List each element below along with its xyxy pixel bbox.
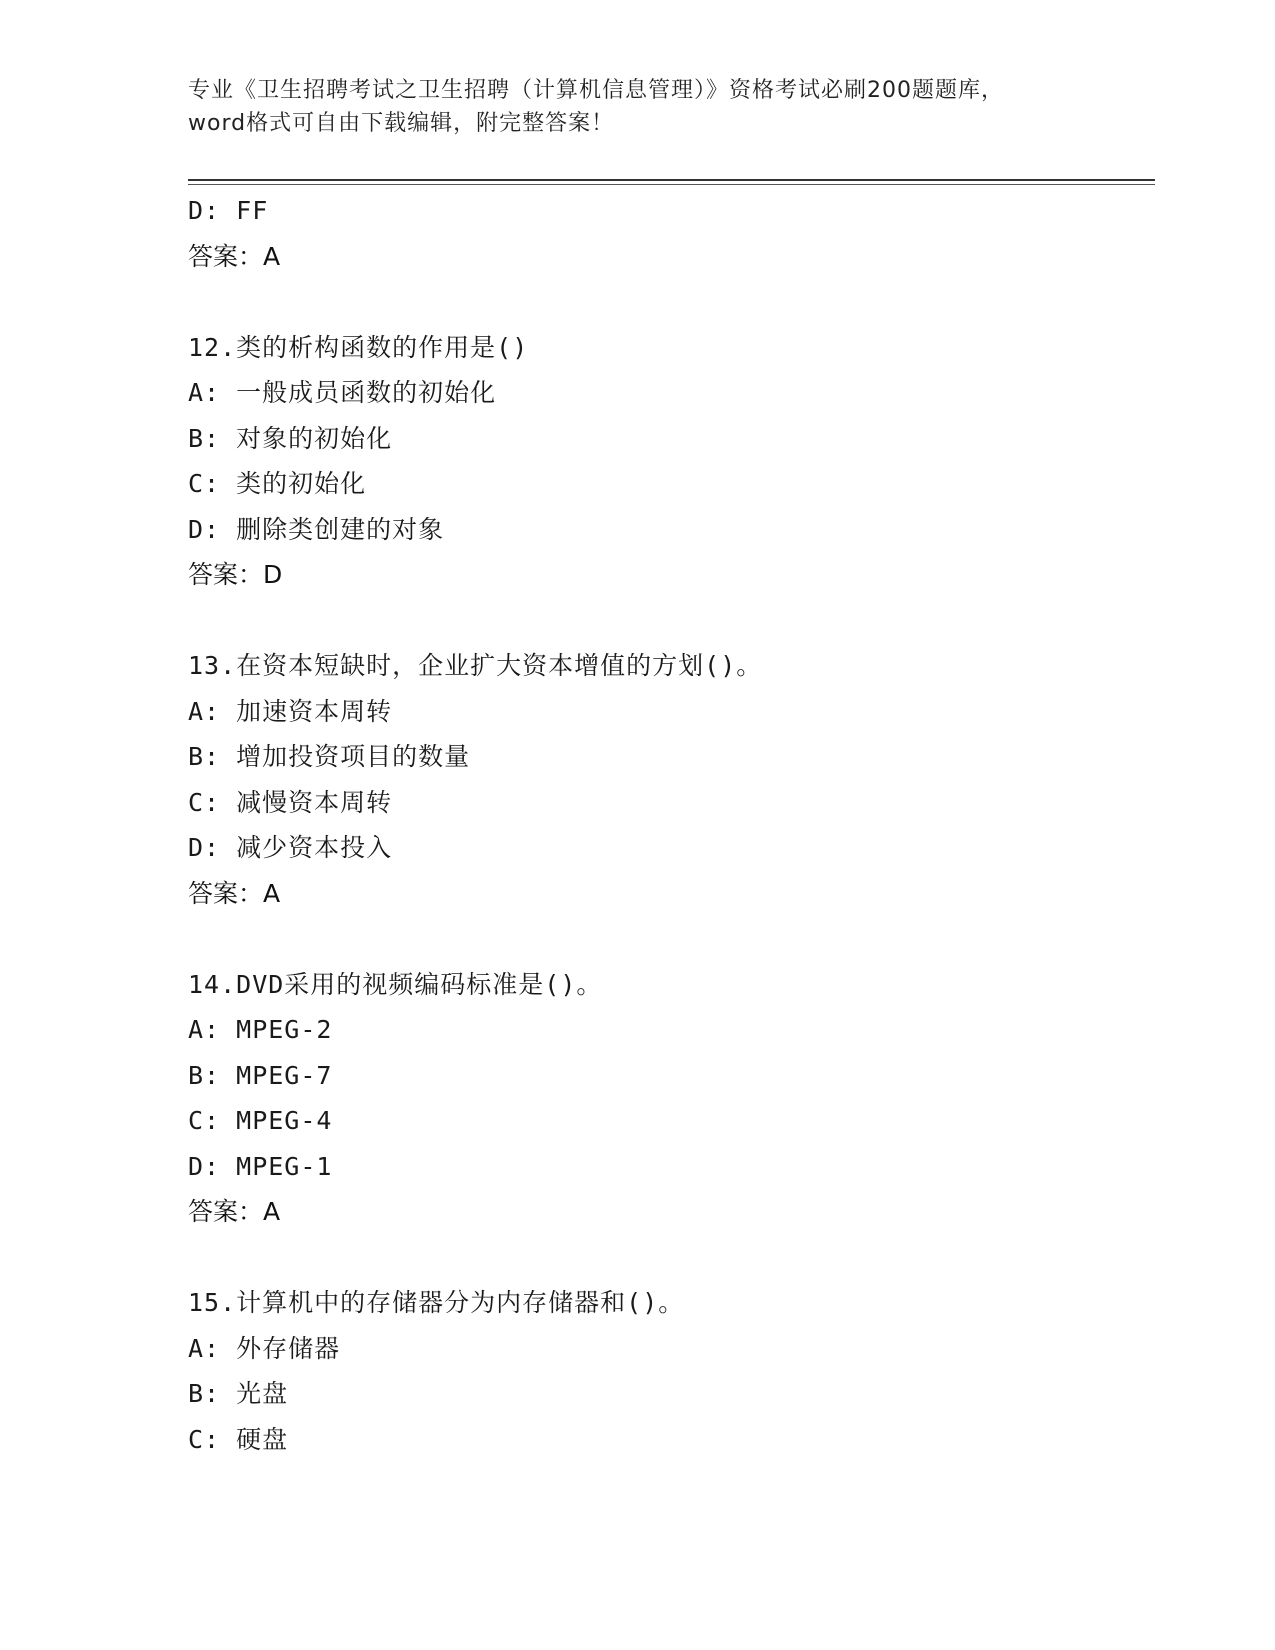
question-stem: 12.类的析构函数的作用是() <box>188 332 529 362</box>
option-d: D: FF <box>188 196 269 225</box>
document-header <box>188 74 1148 140</box>
answer-line: 答案：A <box>188 241 281 271</box>
answer-line: 答案：D <box>188 560 283 589</box>
header-divider-thick <box>188 179 1155 181</box>
spacer <box>188 916 1148 962</box>
option-c: C: 减慢资本周转 <box>188 787 393 817</box>
option-d: D: 删除类创建的对象 <box>188 514 445 544</box>
option-b: B: 增加投资项目的数量 <box>188 742 471 771</box>
header-line-1: 专业《卫生招聘考试之卫生招聘（计算机信息管理）》资格考试必刷200题题库， <box>188 78 1004 103</box>
header-line-2: word格式可自由下载编辑，附完整答案！ <box>188 111 615 136</box>
option-d: D: MPEG-1 <box>188 1151 333 1181</box>
option-a: A: 一般成员函数的初始化 <box>188 378 497 407</box>
option-d: D: 减少资本投入 <box>188 833 393 862</box>
option-a: A: 加速资本周转 <box>188 696 393 726</box>
spacer <box>188 598 1148 644</box>
option-b: B: MPEG-7 <box>188 1060 333 1090</box>
option-c: C: 类的初始化 <box>188 469 367 498</box>
option-c: C: 硬盘 <box>188 1424 289 1454</box>
spacer <box>188 279 1148 325</box>
answer-line: 答案：A <box>188 1197 281 1226</box>
option-b: B: 对象的初始化 <box>188 423 393 453</box>
question-13 <box>188 643 1148 916</box>
option-a: A: MPEG-2 <box>188 1015 333 1044</box>
option-b: B: 光盘 <box>188 1379 289 1408</box>
question-stem: 14.DVD采用的视频编码标准是()。 <box>188 969 603 999</box>
spacer <box>188 1235 1148 1281</box>
header-divider-thin <box>188 184 1155 185</box>
question-stem: 13.在资本短缺时，企业扩大资本增值的方划()。 <box>188 651 763 680</box>
question-15 <box>188 1280 1148 1462</box>
question-list <box>188 188 1148 1462</box>
question-stem: 15.计算机中的存储器分为内存储器和()。 <box>188 1288 685 1317</box>
option-a: A: 外存储器 <box>188 1333 341 1363</box>
answer-line: 答案：A <box>188 878 281 908</box>
question-14 <box>188 962 1148 1235</box>
option-c: C: MPEG-4 <box>188 1106 333 1135</box>
question-12 <box>188 325 1148 598</box>
